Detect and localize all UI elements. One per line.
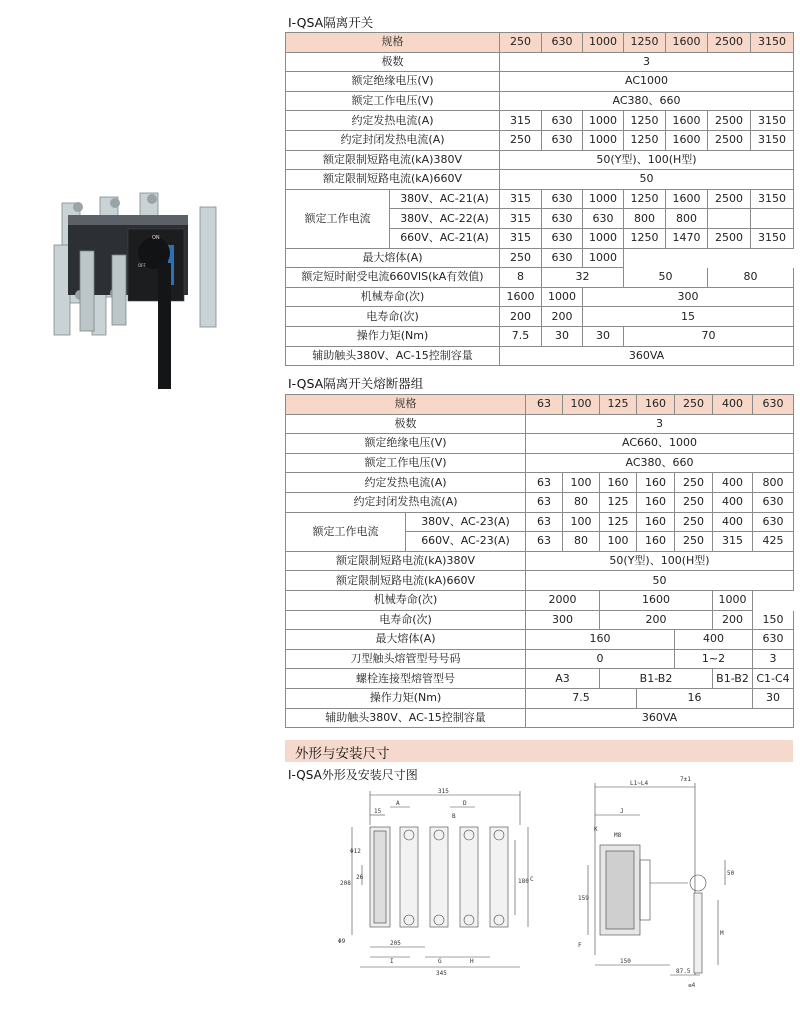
- table-row: [286, 52, 794, 72]
- table-cell: 1000: [542, 287, 583, 307]
- dimension-label: 159: [578, 895, 589, 902]
- table-cell: 额定限制短路电流(kA)380V: [286, 551, 526, 571]
- table-row: [286, 91, 794, 111]
- table-cell: 极数: [286, 52, 500, 72]
- dimension-label: 50: [727, 870, 735, 877]
- table-cell: A3: [526, 669, 600, 689]
- table-cell: 1600: [666, 33, 708, 53]
- table-cell: 1250: [624, 111, 666, 131]
- dimension-label: F: [578, 942, 582, 949]
- table-cell: C1-C4: [753, 669, 794, 689]
- table-cell: AC660、1000: [526, 434, 794, 454]
- table-cell: 125: [600, 492, 637, 512]
- table-cell: 规格: [286, 33, 500, 53]
- table-cell: 3150: [751, 130, 794, 150]
- table-cell: 160: [600, 473, 637, 493]
- section2-title: I-QSA隔离开关熔断器组: [288, 376, 424, 391]
- front-view-drawing: [330, 785, 540, 985]
- table-cell: AC380、660: [500, 91, 794, 111]
- table-row: [286, 434, 794, 454]
- table-cell: 3150: [751, 33, 794, 53]
- table-cell: 315: [500, 209, 542, 229]
- table-cell: 50(Y型)、100(H型): [500, 150, 794, 170]
- table-cell: 300: [583, 287, 794, 307]
- table-row: [286, 512, 794, 532]
- table-cell: 额定限制短路电流(kA)380V: [286, 150, 500, 170]
- dimension-label: C: [530, 876, 534, 883]
- table-row: [286, 649, 794, 669]
- table-cell: 2500: [708, 228, 751, 248]
- table-cell: 100: [563, 512, 600, 532]
- dimension-label: M8: [614, 832, 622, 839]
- table-cell: 30: [583, 326, 624, 346]
- table-cell: 3150: [751, 189, 794, 209]
- table-cell: 2500: [708, 111, 751, 131]
- table-row: [286, 170, 794, 190]
- table-cell: 250: [675, 395, 713, 415]
- table-cell: 400: [713, 395, 753, 415]
- dimension-label: J: [620, 808, 624, 815]
- table-cell: 380V、AC-21(A): [390, 189, 500, 209]
- table-cell: 160: [637, 473, 675, 493]
- table-row: [286, 551, 794, 571]
- table-cell: 800: [666, 209, 708, 229]
- spec-table-switch: [285, 32, 794, 366]
- dimension-label: 208: [340, 880, 351, 887]
- table-row: [286, 346, 794, 366]
- table-cell: 1000: [583, 248, 624, 268]
- dimension-label: H: [470, 958, 474, 965]
- table-cell: 刀型触头熔管型号号码: [286, 649, 526, 669]
- table-cell: 400: [713, 473, 753, 493]
- table-cell: 1600: [666, 111, 708, 131]
- table-cell: 380V、AC-23(A): [406, 512, 526, 532]
- dimension-label: Φ9: [338, 938, 346, 945]
- table-row: [286, 630, 794, 650]
- drawing-title: I-QSA外形及安装尺寸图: [288, 768, 418, 782]
- table-row: [286, 130, 794, 150]
- table-cell: 额定限制短路电流(kA)660V: [286, 170, 500, 190]
- dimension-label: B: [452, 813, 456, 820]
- table-cell: 1~2: [675, 649, 753, 669]
- table-cell: 3150: [751, 111, 794, 131]
- table-cell: 200: [542, 307, 583, 327]
- table-cell: AC380、660: [526, 453, 794, 473]
- dimension-label: 315: [438, 788, 449, 795]
- table-cell: 150: [753, 610, 794, 630]
- table-cell: 250: [500, 130, 542, 150]
- table-cell: 125: [600, 395, 637, 415]
- table-row: [286, 307, 794, 327]
- table-row: [286, 111, 794, 131]
- product-photo: [40, 185, 230, 395]
- table-row: [286, 326, 794, 346]
- table-cell: 2500: [708, 130, 751, 150]
- dimension-label: L1~L4: [630, 780, 649, 787]
- table-cell: 1470: [666, 228, 708, 248]
- table-cell: 2000: [526, 590, 600, 610]
- dimension-label: K: [594, 826, 598, 833]
- table-cell: 160: [637, 512, 675, 532]
- table-cell: 80: [563, 532, 600, 552]
- table-cell: 2500: [708, 189, 751, 209]
- table-cell: 15: [583, 307, 794, 327]
- table-cell: 电寿命(次): [286, 610, 526, 630]
- section1-title: I-QSA隔离开关: [288, 15, 374, 30]
- table-row: [286, 287, 794, 307]
- table-cell: 约定发热电流(A): [286, 473, 526, 493]
- table-row: [286, 414, 794, 434]
- table-cell: 630: [542, 228, 583, 248]
- table-cell: 0: [526, 649, 675, 669]
- table-cell: B1-B2: [600, 669, 713, 689]
- table-cell: 1250: [624, 33, 666, 53]
- table-cell: 200: [600, 610, 713, 630]
- table-cell: 250: [675, 473, 713, 493]
- table-cell: 400: [713, 492, 753, 512]
- table-cell: 300: [526, 610, 600, 630]
- table-cell: 操作力矩(Nm): [286, 326, 500, 346]
- table-cell: 200: [713, 610, 753, 630]
- table-cell: 额定工作电流: [286, 189, 390, 248]
- table-cell: 额定短时耐受电流660VIS(kA有效值): [286, 268, 500, 288]
- table-cell: 250: [675, 492, 713, 512]
- dimension-label: ≤4: [688, 982, 696, 989]
- table-cell: 3: [526, 414, 794, 434]
- table-cell: 极数: [286, 414, 526, 434]
- dimension-label: M: [720, 930, 724, 937]
- table-cell: 1000: [583, 111, 624, 131]
- dimensions-banner: [285, 740, 793, 762]
- table-cell: 360VA: [526, 708, 794, 728]
- table-cell: 63: [526, 532, 563, 552]
- dimension-label: Φ12: [350, 848, 361, 855]
- table-cell: 315: [713, 532, 753, 552]
- table-cell: 630: [753, 395, 794, 415]
- table-cell: 3: [500, 52, 794, 72]
- dimension-label: 15: [374, 808, 382, 815]
- table-cell: [753, 590, 794, 610]
- table-cell: 1600: [666, 130, 708, 150]
- table-cell: AC1000: [500, 72, 794, 92]
- table-cell: 315: [500, 228, 542, 248]
- spec-table-fuse-group: [285, 394, 794, 728]
- table-cell: 32: [542, 268, 624, 288]
- table-cell: 250: [500, 33, 542, 53]
- table-row: [286, 453, 794, 473]
- table-cell: 额定限制短路电流(kA)660V: [286, 571, 526, 591]
- table-cell: 电寿命(次): [286, 307, 500, 327]
- table-cell: 250: [500, 248, 542, 268]
- table-cell: 1250: [624, 130, 666, 150]
- dimension-label: 205: [390, 940, 401, 947]
- table-cell: 辅助触头380V、AC-15控制容量: [286, 708, 526, 728]
- table-cell: 额定绝缘电压(V): [286, 72, 500, 92]
- table-cell: 30: [542, 326, 583, 346]
- dimension-label: G: [438, 958, 442, 965]
- table-cell: 2500: [708, 33, 751, 53]
- table-cell: 1250: [624, 189, 666, 209]
- table-cell: 100: [563, 395, 600, 415]
- table-cell: 1000: [583, 33, 624, 53]
- table-cell: 400: [675, 630, 753, 650]
- table-cell: 80: [563, 492, 600, 512]
- table-row: [286, 473, 794, 493]
- table-row: [286, 189, 794, 209]
- dimension-label: 150: [620, 958, 631, 965]
- table-row: [286, 688, 794, 708]
- table-cell: 63: [526, 395, 563, 415]
- dimension-label: D: [463, 800, 467, 807]
- table-cell: 200: [500, 307, 542, 327]
- table-row: [286, 610, 794, 630]
- table-cell: 约定发热电流(A): [286, 111, 500, 131]
- table-cell: 160: [637, 395, 675, 415]
- table-cell: 630: [542, 209, 583, 229]
- table-cell: 额定绝缘电压(V): [286, 434, 526, 454]
- dial-off-mark: OFF: [138, 263, 146, 268]
- table-cell: 1000: [583, 228, 624, 248]
- table-cell: 250: [675, 532, 713, 552]
- table-cell: 630: [542, 189, 583, 209]
- table-row: [286, 590, 794, 610]
- table-cell: 63: [526, 473, 563, 493]
- side-view-drawing: [570, 775, 750, 995]
- table-cell: 630: [753, 630, 794, 650]
- table-cell: 最大熔体(A): [286, 248, 500, 268]
- table-row: [286, 72, 794, 92]
- table-cell: 额定工作电压(V): [286, 453, 526, 473]
- table-cell: 1600: [500, 287, 542, 307]
- table-cell: 50: [526, 571, 794, 591]
- dimension-label: 180: [518, 878, 529, 885]
- table-cell: 16: [637, 688, 753, 708]
- table-row: [286, 150, 794, 170]
- table-cell: 70: [624, 326, 794, 346]
- table-cell: 7.5: [500, 326, 542, 346]
- table-cell: 1000: [713, 590, 753, 610]
- dial-on-mark: ON: [152, 235, 160, 241]
- dimension-label: 7±1: [680, 776, 691, 783]
- table-cell: 660V、AC-21(A): [390, 228, 500, 248]
- table-cell: 360VA: [500, 346, 794, 366]
- table-cell: 30: [753, 688, 794, 708]
- table-cell: 约定封闭发热电流(A): [286, 492, 526, 512]
- table-cell: 630: [542, 130, 583, 150]
- table-cell: 63: [526, 492, 563, 512]
- table-cell: 630: [542, 248, 583, 268]
- table-cell: 1000: [583, 189, 624, 209]
- table-cell: 315: [500, 111, 542, 131]
- table-row: [286, 33, 794, 53]
- table-cell: 额定工作电压(V): [286, 91, 500, 111]
- banner-title: 外形与安装尺寸: [295, 746, 390, 762]
- table-cell: 3: [753, 649, 794, 669]
- table-cell: 160: [637, 532, 675, 552]
- table-cell: 1000: [583, 130, 624, 150]
- table-cell: 1600: [666, 189, 708, 209]
- table-cell: 螺栓连接型熔管型号: [286, 669, 526, 689]
- table-cell: 160: [526, 630, 675, 650]
- table-cell: 800: [624, 209, 666, 229]
- table-cell: 630: [583, 209, 624, 229]
- table-cell: 3150: [751, 228, 794, 248]
- table-cell: 380V、AC-22(A): [390, 209, 500, 229]
- table-cell: 250: [675, 512, 713, 532]
- table-cell: 630: [542, 33, 583, 53]
- table-cell: 630: [753, 512, 794, 532]
- table-cell: [708, 209, 751, 229]
- table-cell: 1250: [624, 228, 666, 248]
- table-cell: 50(Y型)、100(H型): [526, 551, 794, 571]
- dimension-label: 345: [436, 970, 447, 977]
- table-cell: 800: [753, 473, 794, 493]
- table-row: [286, 492, 794, 512]
- table-cell: 最大熔体(A): [286, 630, 526, 650]
- table-cell: 额定工作电流: [286, 512, 406, 551]
- table-cell: 315: [500, 189, 542, 209]
- table-row: [286, 571, 794, 591]
- table-row: [286, 268, 794, 288]
- table-cell: 160: [637, 492, 675, 512]
- table-cell: 规格: [286, 395, 526, 415]
- table-cell: 50: [624, 268, 708, 288]
- table-cell: 660V、AC-23(A): [406, 532, 526, 552]
- dimension-label: 26: [356, 874, 364, 881]
- dimension-label: I: [390, 958, 394, 965]
- table-cell: 7.5: [526, 688, 637, 708]
- table-cell: 80: [708, 268, 794, 288]
- table-cell: 630: [542, 111, 583, 131]
- table-cell: 8: [500, 268, 542, 288]
- table-row: [286, 248, 794, 268]
- table-row: [286, 669, 794, 689]
- dimension-label: 87.5: [676, 968, 691, 975]
- table-row: [286, 395, 794, 415]
- table-cell: 100: [600, 532, 637, 552]
- table-cell: [751, 209, 794, 229]
- table-cell: 100: [563, 473, 600, 493]
- table-cell: 630: [753, 492, 794, 512]
- table-cell: 50: [500, 170, 794, 190]
- dimension-label: A: [396, 800, 400, 807]
- table-cell: 425: [753, 532, 794, 552]
- table-cell: B1-B2: [713, 669, 753, 689]
- table-cell: 1600: [600, 590, 713, 610]
- table-cell: 400: [713, 512, 753, 532]
- table-cell: 63: [526, 512, 563, 532]
- table-cell: 辅助触头380V、AC-15控制容量: [286, 346, 500, 366]
- table-cell: 机械寿命(次): [286, 590, 526, 610]
- table-cell: 机械寿命(次): [286, 287, 500, 307]
- table-cell: 约定封闭发热电流(A): [286, 130, 500, 150]
- table-cell: 操作力矩(Nm): [286, 688, 526, 708]
- table-cell: 125: [600, 512, 637, 532]
- table-cell: [624, 248, 794, 268]
- table-row: [286, 708, 794, 728]
